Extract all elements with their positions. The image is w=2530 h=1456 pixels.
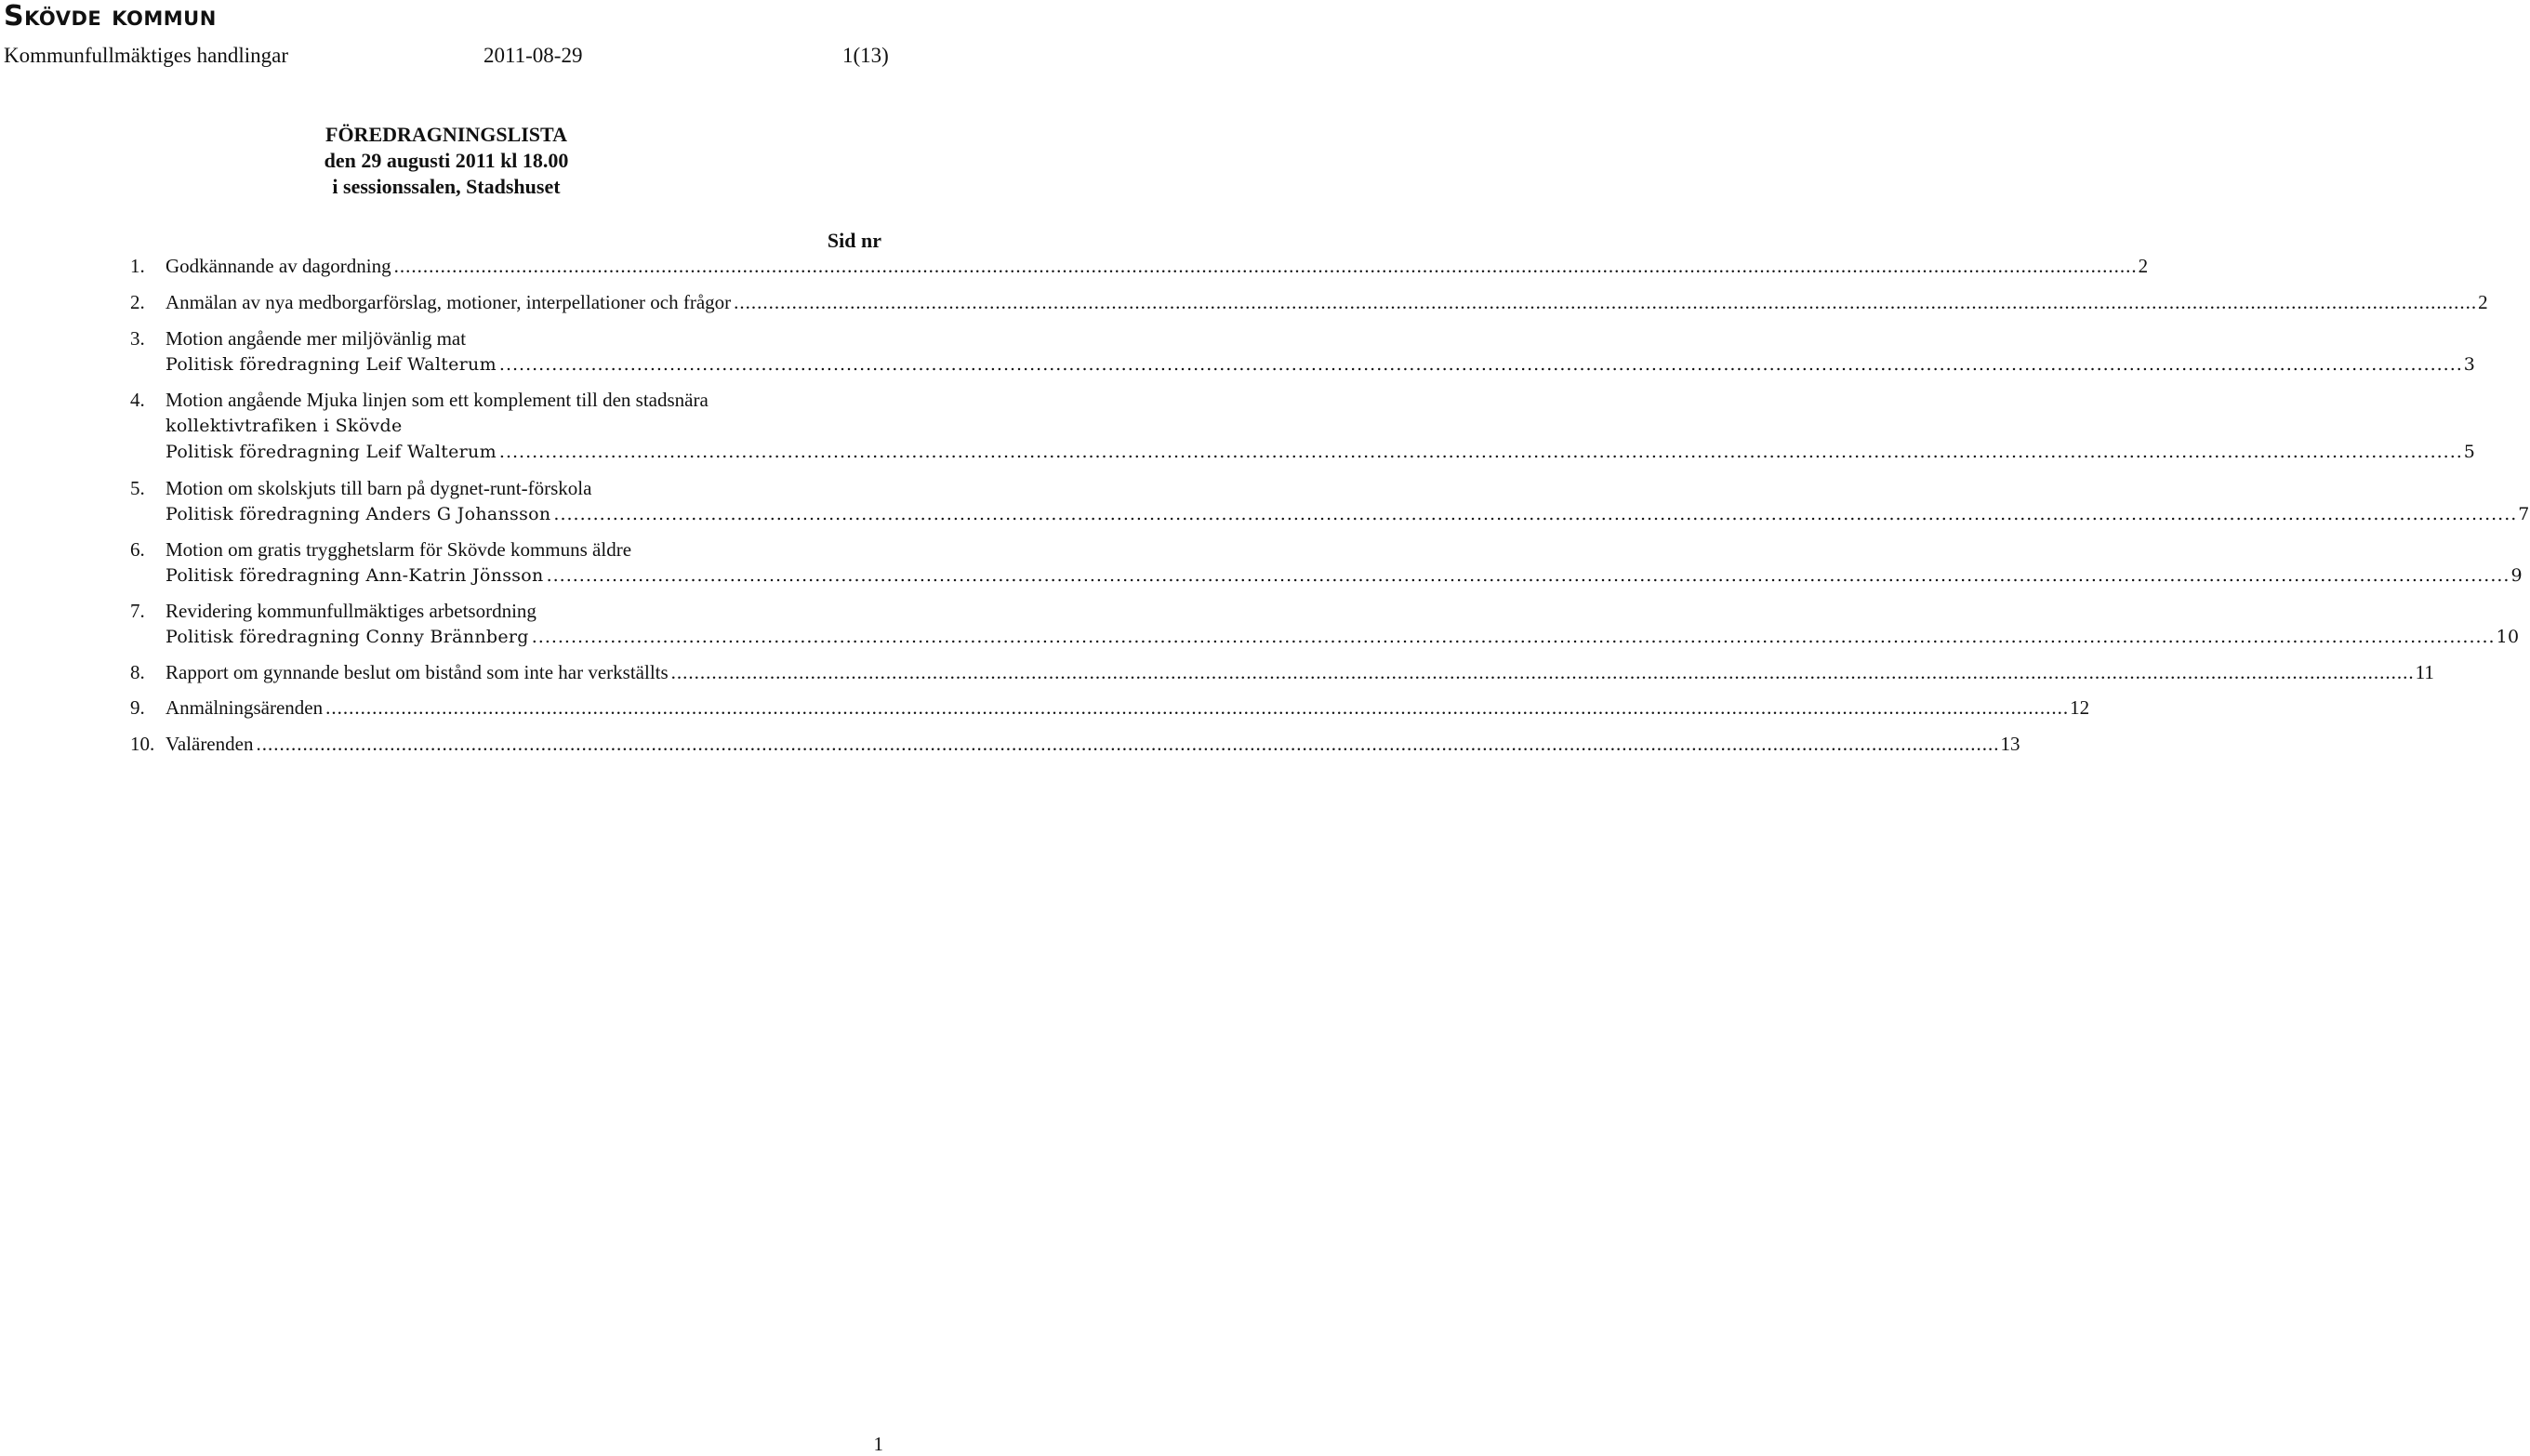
toc-item-text: Rapport om gynnande beslut om bistånd som inte har verkställts [166,661,669,683]
page-column-header: Sid nr [827,229,881,252]
toc-item-text: Politisk föredragning Leif Walterum [166,354,497,375]
toc-item-line [166,439,2476,465]
toc-item-text: kollektivtrafiken i Skövde [166,416,403,436]
toc-item-line [166,413,883,439]
toc-item-line [166,731,2020,757]
toc-item-text: Politisk föredragning Ann-Katrin Jönsson [166,565,544,586]
toc-item-line [166,624,2520,650]
toc-item-number: 3. [130,327,145,350]
toc-item-line [166,501,2530,527]
municipality-logo: Skövde kommun [4,0,217,33]
toc-item-number: 10. [130,733,155,755]
toc-item-text: Anmälan av nya medborgarförslag, motioner, interpellationer och frågor [166,291,732,313]
footer-page-number: 1 [873,1433,883,1455]
toc-item-number: 9. [130,696,145,719]
toc-dot-leader: ............................................................................................................................................................................................................................................................................................................ [553,504,2518,524]
toc-item-text: Politisk föredragning Leif Walterum [166,442,497,462]
toc-dot-leader: ............................................................................................................................................................................................................................................................................................................ [256,733,2000,755]
toc-item-line [166,598,883,624]
toc-dot-leader: ............................................................................................................................................................................................................................................................................................................ [546,565,2510,586]
toc-item-line [166,563,2523,589]
toc-item-text: Godkännande av dagordning [166,255,391,277]
toc-item-page: 13 [2000,733,2020,755]
toc-item-line [166,325,883,351]
toc-item-line [166,475,883,501]
toc-item-page: 7 [2518,504,2530,524]
toc-item-text: Motion angående Mjuka linjen som ett komplement till den stadsnära [166,389,709,411]
toc-item-text: Revidering kommunfullmäktiges arbetsordning [166,600,536,622]
toc-dot-leader: ............................................................................................................................................................................................................................................................................................................ [531,627,2496,647]
toc-item-number: 2. [130,291,145,313]
toc-dot-leader: ............................................................................................................................................................................................................................................................................................................ [393,255,2138,277]
toc-item-line [166,387,883,413]
agenda-heading [0,122,893,200]
toc-item-page: 2 [2138,255,2149,277]
toc-item-number: 1. [130,255,145,277]
agenda-when: den 29 augusti 2011 kl 18.00 [324,149,569,172]
toc-dot-leader: ............................................................................................................................................................................................................................................................................................................ [734,291,2478,313]
toc-item-page: 3 [2463,354,2476,375]
toc-item-page: 5 [2463,442,2476,462]
agenda-where: i sessionssalen, Stadshuset [332,175,561,198]
toc-item-line [166,351,2476,377]
toc-item-text: Politisk föredragning Conny Brännberg [166,627,529,647]
toc-item-line [166,659,2434,685]
toc-item-text: Motion om skolskjuts till barn på dygnet-runt-förskola [166,477,592,499]
toc-dot-leader: ............................................................................................................................................................................................................................................................................................................ [670,661,2415,683]
toc-item-line [166,695,2090,721]
toc-item-page: 11 [2415,661,2434,683]
toc-item-text: Motion om gratis trygghetslarm för Skövde kommuns äldre [166,538,632,561]
agenda-title: FÖREDRAGNINGSLISTA [325,123,567,146]
toc-item-text: Anmälningsärenden [166,696,324,719]
page-count: 1(13) [842,44,889,67]
toc-dot-leader: ............................................................................................................................................................................................................................................................................................................ [498,354,2463,375]
toc-item-number: 8. [130,661,145,683]
toc-item-line [166,536,883,563]
document-title: Kommunfullmäktiges handlingar [4,44,288,67]
toc-item-page: 10 [2496,627,2520,647]
toc-item-page: 9 [2510,565,2523,586]
toc-dot-leader: ............................................................................................................................................................................................................................................................................................................ [325,696,2070,719]
toc-item-line [166,253,2149,279]
document-date: 2011-08-29 [483,44,583,67]
toc-item-page: 2 [2478,291,2488,313]
toc-item-line [166,289,2488,315]
toc-item-number: 4. [130,389,145,411]
toc-dot-leader: ............................................................................................................................................................................................................................................................................................................ [498,442,2463,462]
toc-item-number: 6. [130,538,145,561]
toc-item-number: 5. [130,477,145,499]
toc-item-page: 12 [2070,696,2090,719]
toc-item-text: Motion angående mer miljövänlig mat [166,327,467,350]
toc-item-number: 7. [130,600,145,622]
toc-item-text: Valärenden [166,733,254,755]
toc-item-text: Politisk föredragning Anders G Johansson [166,504,551,524]
